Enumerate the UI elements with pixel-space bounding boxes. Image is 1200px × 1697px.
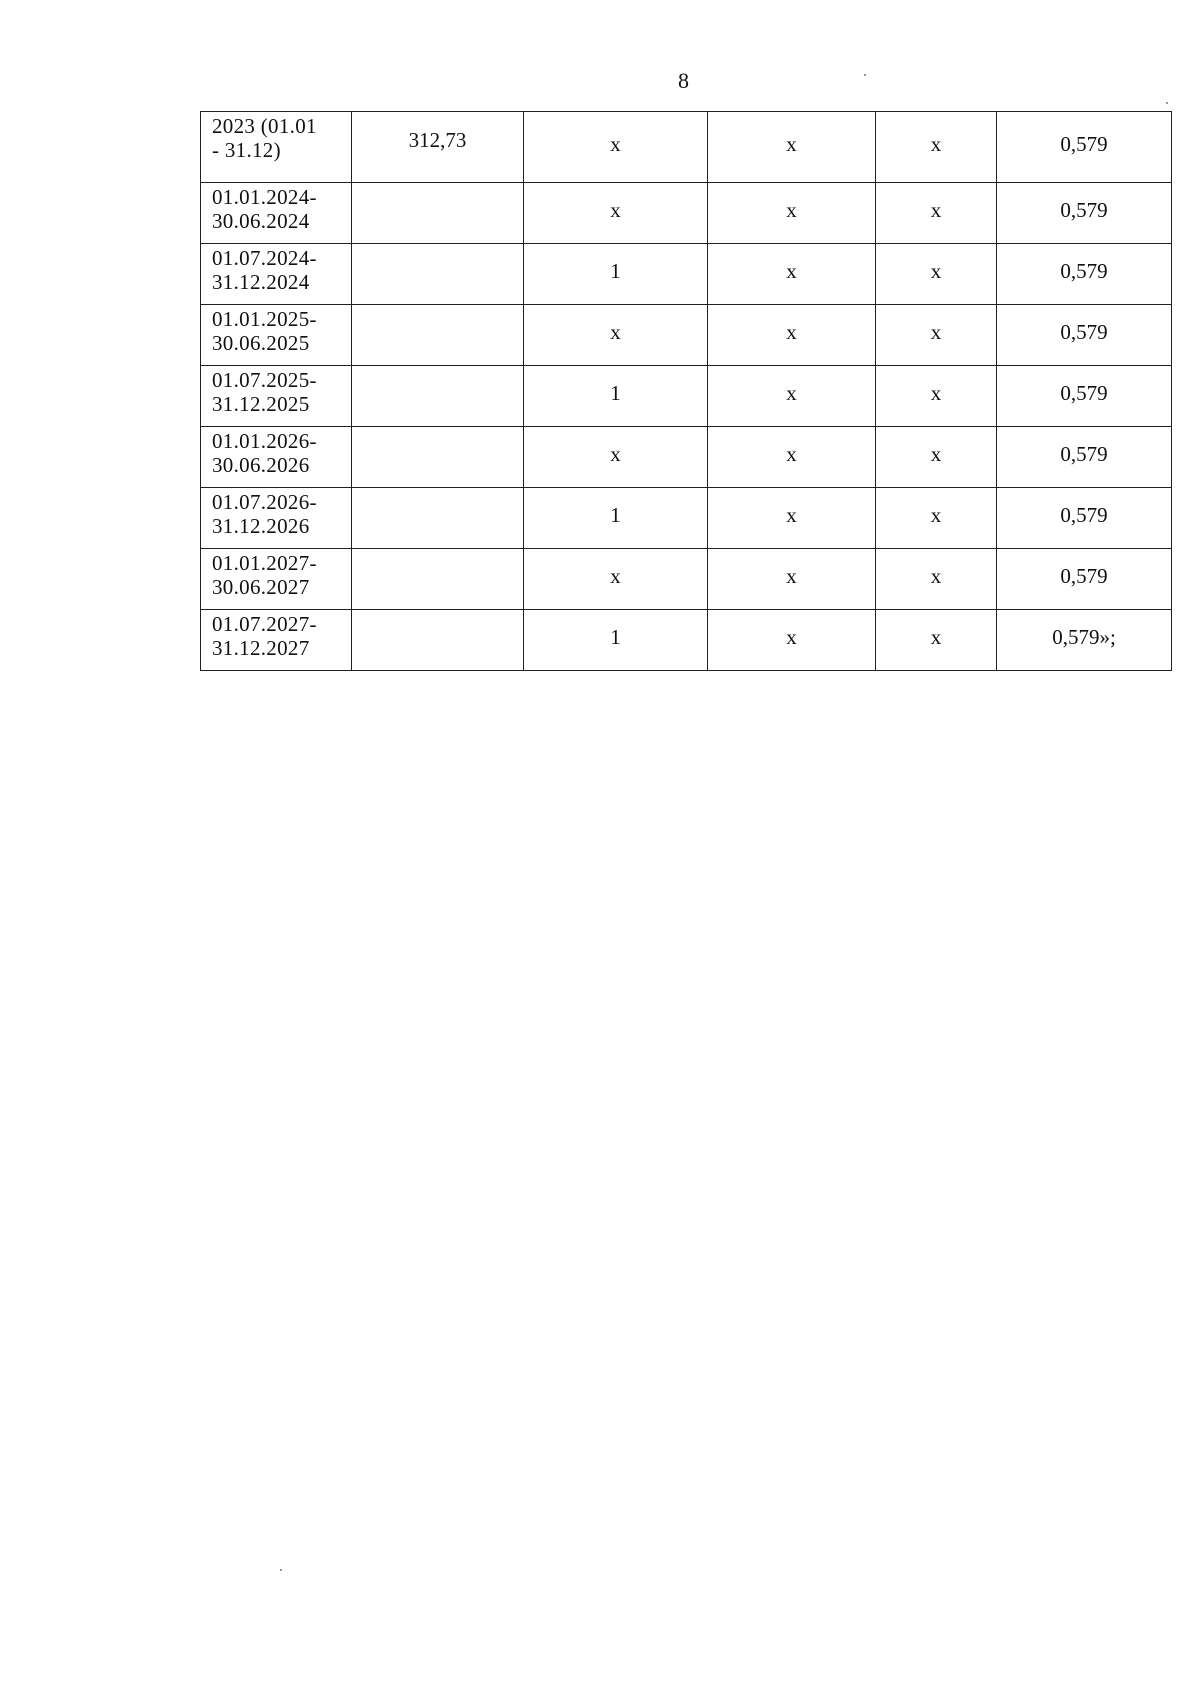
period-start: 01.01.2024- (212, 185, 317, 209)
period-cell (201, 610, 352, 671)
period-end: - 31.12) (212, 138, 281, 162)
value-cell-4: x (876, 112, 997, 183)
table-row (201, 183, 1172, 244)
value-cell-1: 312,73 (352, 112, 524, 183)
value-cell-1 (352, 366, 524, 427)
table-row (201, 305, 1172, 366)
value-cell-4: x (876, 366, 997, 427)
value-cell-3: x (708, 488, 876, 549)
data-table-body (201, 112, 1172, 671)
value-cell-3: x (708, 183, 876, 244)
page-number: 8 (678, 68, 689, 93)
value-cell-1 (352, 549, 524, 610)
value-cell-1 (352, 427, 524, 488)
table-row (201, 427, 1172, 488)
value-cell-4: x (876, 244, 997, 305)
value-cell-1 (352, 610, 524, 671)
value-cell-5: 0,579 (997, 488, 1172, 549)
value-cell-4: x (876, 549, 997, 610)
scan-speck (864, 74, 866, 76)
period-cell (201, 549, 352, 610)
period-end: 30.06.2024 (212, 209, 310, 233)
value-cell-4: x (876, 427, 997, 488)
table-row (201, 610, 1172, 671)
table-row (201, 112, 1172, 183)
value-cell-5: 0,579 (997, 366, 1172, 427)
value-cell-3: x (708, 427, 876, 488)
scan-speck (1166, 102, 1168, 104)
value-cell-1 (352, 183, 524, 244)
value-cell-3: x (708, 244, 876, 305)
table-row (201, 244, 1172, 305)
period-start: 01.07.2024- (212, 246, 317, 270)
value-cell-1 (352, 488, 524, 549)
period-end: 30.06.2026 (212, 453, 310, 477)
value-cell-5: 0,579 (997, 427, 1172, 488)
period-end: 31.12.2024 (212, 270, 310, 294)
period-end: 30.06.2025 (212, 331, 310, 355)
value-cell-5: 0,579 (997, 305, 1172, 366)
value-cell-5: 0,579»; (997, 610, 1172, 671)
value-cell-4: x (876, 305, 997, 366)
period-cell (201, 427, 352, 488)
value-cell-2: 1 (524, 366, 708, 427)
period-end: 31.12.2027 (212, 636, 310, 660)
scan-speck (280, 1569, 282, 1571)
value-cell-5: 0,579 (997, 549, 1172, 610)
period-cell (201, 305, 352, 366)
period-start: 01.07.2026- (212, 490, 317, 514)
period-start: 01.07.2025- (212, 368, 317, 392)
value-cell-5: 0,579 (997, 244, 1172, 305)
value-cell-1 (352, 305, 524, 366)
period-start: 01.07.2027- (212, 612, 317, 636)
value-cell-2: x (524, 305, 708, 366)
period-start: 01.01.2026- (212, 429, 317, 453)
value-cell-4: x (876, 488, 997, 549)
value-cell-2: x (524, 427, 708, 488)
value-cell-4: x (876, 183, 997, 244)
value-cell-2: x (524, 112, 708, 183)
period-end: 31.12.2026 (212, 514, 310, 538)
value-cell-5: 0,579 (997, 183, 1172, 244)
period-end: 30.06.2027 (212, 575, 310, 599)
table-row (201, 549, 1172, 610)
value-cell-2: x (524, 549, 708, 610)
value-cell-4: x (876, 610, 997, 671)
table-row (201, 488, 1172, 549)
table-row (201, 366, 1172, 427)
data-table (200, 111, 1172, 671)
value-cell-3: x (708, 305, 876, 366)
period-cell (201, 112, 352, 183)
period-start: 2023 (01.01 (212, 114, 317, 138)
period-end: 31.12.2025 (212, 392, 310, 416)
value-cell-2: 1 (524, 610, 708, 671)
value-cell-3: x (708, 549, 876, 610)
data-table-container (200, 111, 1172, 671)
period-cell (201, 366, 352, 427)
value-cell-2: 1 (524, 488, 708, 549)
value-cell-2: x (524, 183, 708, 244)
value-cell-1 (352, 244, 524, 305)
period-cell (201, 244, 352, 305)
period-cell (201, 183, 352, 244)
value-cell-3: x (708, 610, 876, 671)
value-cell-2: 1 (524, 244, 708, 305)
value-cell-3: x (708, 366, 876, 427)
period-cell (201, 488, 352, 549)
period-start: 01.01.2025- (212, 307, 317, 331)
period-start: 01.01.2027- (212, 551, 317, 575)
value-cell-3: x (708, 112, 876, 183)
value-cell-5: 0,579 (997, 112, 1172, 183)
